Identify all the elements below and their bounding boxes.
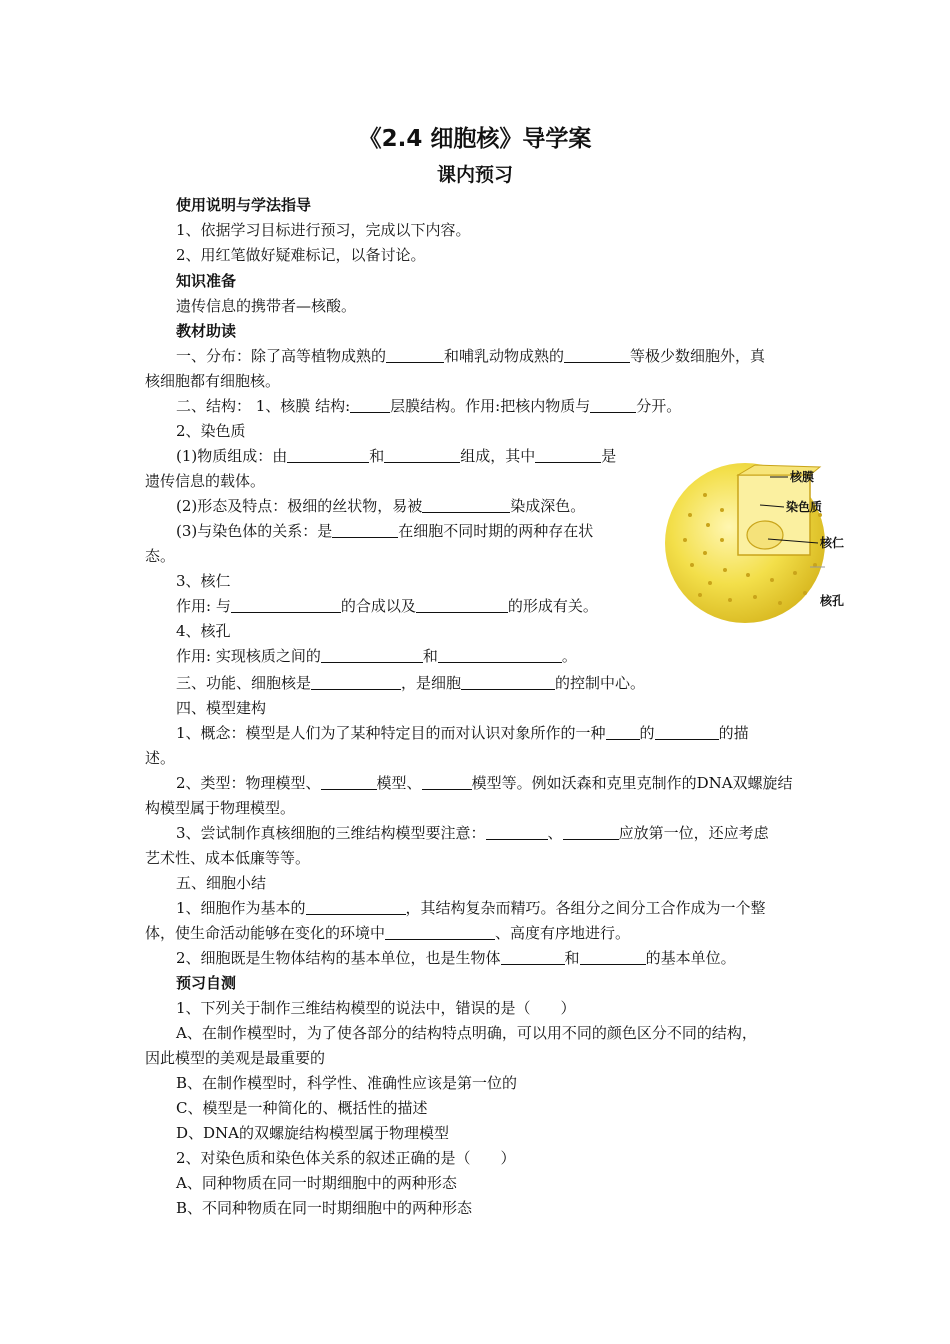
answer-blank[interactable] bbox=[563, 823, 619, 840]
summary-title: 五、细胞小结 bbox=[176, 874, 267, 892]
model-concept-line bbox=[176, 722, 749, 744]
answer-blank[interactable] bbox=[416, 596, 508, 613]
text-span: 体，使生命活动能够在变化的环境中 bbox=[145, 924, 386, 942]
text-span: 和 bbox=[564, 949, 580, 967]
question-1-option-b: B、在制作模型时，科学性、准确性应该是第一位的 bbox=[176, 1074, 518, 1092]
model-type-line-2: 构模型属于物理模型。 bbox=[145, 799, 296, 817]
answer-blank[interactable] bbox=[384, 446, 460, 463]
summary-line-1 bbox=[176, 897, 766, 919]
text-span: 一、分布：除了高等植物成熟的 bbox=[176, 347, 387, 365]
answer-blank[interactable] bbox=[321, 646, 423, 663]
text-span: 的控制中心。 bbox=[555, 674, 646, 692]
answer-blank[interactable] bbox=[486, 823, 548, 840]
text-span: 的合成以及 bbox=[340, 597, 416, 615]
nucleolus-shape bbox=[747, 521, 783, 549]
chromatin-relation-line bbox=[176, 520, 593, 542]
nucleus-diagram bbox=[660, 455, 860, 625]
model-concept-line-2: 述。 bbox=[145, 749, 176, 767]
text-span: 3、尝试制作真核细胞的三维结构模型要注意： bbox=[176, 824, 486, 842]
chromatin-relation-line-2: 态。 bbox=[145, 547, 176, 565]
text-span: 染成深色。 bbox=[510, 497, 586, 515]
model-title: 四、模型建构 bbox=[176, 699, 267, 717]
text-span: 和 bbox=[422, 647, 438, 665]
model-attention-line-2: 艺术性、成本低廉等等。 bbox=[145, 849, 311, 867]
reading-heading: 教材助读 bbox=[176, 322, 237, 340]
answer-blank[interactable] bbox=[422, 773, 472, 790]
answer-blank[interactable] bbox=[350, 396, 390, 413]
text-span: 三、功能、细胞核是 bbox=[176, 674, 312, 692]
label-chromatin: 染色质 bbox=[786, 500, 823, 514]
answer-blank[interactable] bbox=[311, 673, 401, 690]
label-nucleolus: 核仁 bbox=[820, 536, 845, 550]
text-span: 的形成有关。 bbox=[507, 597, 598, 615]
text-span: 应放第一位，还应考虑 bbox=[618, 824, 769, 842]
label-nuclear-pore: 核孔 bbox=[820, 594, 845, 608]
text-span: 作用: 实现核质之间的 bbox=[176, 647, 321, 665]
model-attention-line bbox=[176, 822, 769, 844]
structure-line bbox=[176, 395, 681, 417]
text-span: 等极少数细胞外，真 bbox=[630, 347, 766, 365]
summary-line-2 bbox=[176, 947, 736, 969]
answer-blank[interactable] bbox=[655, 723, 719, 740]
chromatin-title: 2、染色质 bbox=[176, 422, 246, 440]
text-span: (2)形态及特点：极细的丝状物，易被 bbox=[176, 497, 423, 515]
text-span: 分开。 bbox=[636, 397, 682, 415]
question-1-option-a-cont: 因此模型的美观是最重要的 bbox=[145, 1049, 326, 1067]
answer-blank[interactable] bbox=[590, 396, 636, 413]
text-span: 1、细胞作为基本的 bbox=[176, 899, 306, 917]
text-span: 作用: 与 bbox=[176, 597, 231, 615]
answer-blank[interactable] bbox=[580, 948, 646, 965]
text-span: 2、类型：物理模型、 bbox=[176, 774, 321, 792]
question-1-option-d: D、DNA的双螺旋结构模型属于物理模型 bbox=[176, 1124, 450, 1142]
text-span: 的描 bbox=[718, 724, 749, 742]
answer-blank[interactable] bbox=[287, 446, 369, 463]
answer-blank[interactable] bbox=[438, 646, 562, 663]
text-span: 在细胞不同时期的两种存在状 bbox=[398, 522, 594, 540]
text-span: 二、结构： 1、核膜 结构: bbox=[176, 397, 351, 415]
chromatin-form-line bbox=[176, 495, 585, 517]
answer-blank[interactable] bbox=[606, 723, 640, 740]
nucleolus-function-line bbox=[176, 595, 598, 617]
text-span: ，其结构复杂而精巧。各组分之间分工合作成为一个整 bbox=[405, 899, 766, 917]
text-span: 是 bbox=[601, 447, 617, 465]
answer-blank[interactable] bbox=[386, 346, 444, 363]
text-span: (1)物质组成：由 bbox=[176, 447, 288, 465]
answer-blank[interactable] bbox=[564, 346, 630, 363]
label-nuclear-membrane: 核膜 bbox=[790, 470, 815, 484]
text-span: 模型等。例如沃森和克里克制作的DNA双螺旋结 bbox=[471, 774, 793, 792]
question-1-option-c: C、模型是一种简化的、概括性的描述 bbox=[176, 1099, 428, 1117]
distribution-line bbox=[176, 345, 765, 367]
document-title: 《2.4 细胞核》导学案 bbox=[358, 126, 592, 152]
question-1-option-a: A、在制作模型时，为了使各部分的结构特点明确，可以用不同的颜色区分不同的结构， bbox=[176, 1024, 757, 1042]
nucleolus-title: 3、核仁 bbox=[176, 572, 231, 590]
text-span: 1、概念：模型是人们为了某种特定目的而对认识对象所作的一种 bbox=[176, 724, 606, 742]
text-span: 的 bbox=[639, 724, 655, 742]
answer-blank[interactable] bbox=[385, 923, 495, 940]
text-span: 。 bbox=[561, 647, 577, 665]
knowledge-text: 遗传信息的携带者—核酸。 bbox=[176, 297, 357, 315]
question-1: 1、下列关于制作三维结构模型的说法中，错误的是（ ） bbox=[176, 999, 576, 1017]
question-2-option-a: A、同种物质在同一时期细胞中的两种形态 bbox=[176, 1174, 457, 1192]
answer-blank[interactable] bbox=[231, 596, 341, 613]
usage-item-2: 2、用红笔做好疑难标记，以备讨论。 bbox=[176, 246, 426, 264]
selftest-heading: 预习自测 bbox=[176, 974, 237, 992]
text-span: 和哺乳动物成熟的 bbox=[444, 347, 565, 365]
document-subtitle: 课内预习 bbox=[436, 164, 513, 186]
function-line bbox=[176, 672, 645, 694]
text-span: (3)与染色体的关系：是 bbox=[176, 522, 333, 540]
answer-blank[interactable] bbox=[321, 773, 377, 790]
pore-title: 4、核孔 bbox=[176, 622, 231, 640]
text-span: 2、细胞既是生物体结构的基本单位，也是生物体 bbox=[176, 949, 501, 967]
question-2: 2、对染色质和染色体关系的叙述正确的是（ ） bbox=[176, 1149, 516, 1167]
text-span: 层膜结构。作用:把核内物质与 bbox=[390, 397, 591, 415]
answer-blank[interactable] bbox=[332, 521, 398, 538]
pore-function-line bbox=[176, 645, 577, 667]
usage-heading: 使用说明与学法指导 bbox=[176, 196, 312, 214]
text-span: 和 bbox=[369, 447, 385, 465]
distribution-line-2: 核细胞都有细胞核。 bbox=[145, 372, 281, 390]
text-span: ，是细胞 bbox=[401, 674, 462, 692]
usage-item-1: 1、依据学习目标进行预习，完成以下内容。 bbox=[176, 221, 471, 239]
answer-blank[interactable] bbox=[461, 673, 555, 690]
answer-blank[interactable] bbox=[306, 898, 406, 915]
text-span: 的基本单位。 bbox=[645, 949, 736, 967]
text-span: 组成，其中 bbox=[460, 447, 536, 465]
text-span: 、高度有序地进行。 bbox=[495, 924, 631, 942]
chromatin-composition-line-2: 遗传信息的载体。 bbox=[145, 472, 266, 490]
answer-blank[interactable] bbox=[422, 496, 510, 513]
text-span: 、 bbox=[547, 824, 563, 842]
summary-line-1b bbox=[145, 922, 630, 944]
chromatin-composition-line bbox=[176, 445, 616, 467]
model-type-line bbox=[176, 772, 793, 794]
question-2-option-b: B、不同种物质在同一时期细胞中的两种形态 bbox=[176, 1199, 473, 1217]
answer-blank[interactable] bbox=[501, 948, 565, 965]
text-span: 模型、 bbox=[376, 774, 422, 792]
answer-blank[interactable] bbox=[535, 446, 601, 463]
knowledge-heading: 知识准备 bbox=[176, 272, 237, 290]
